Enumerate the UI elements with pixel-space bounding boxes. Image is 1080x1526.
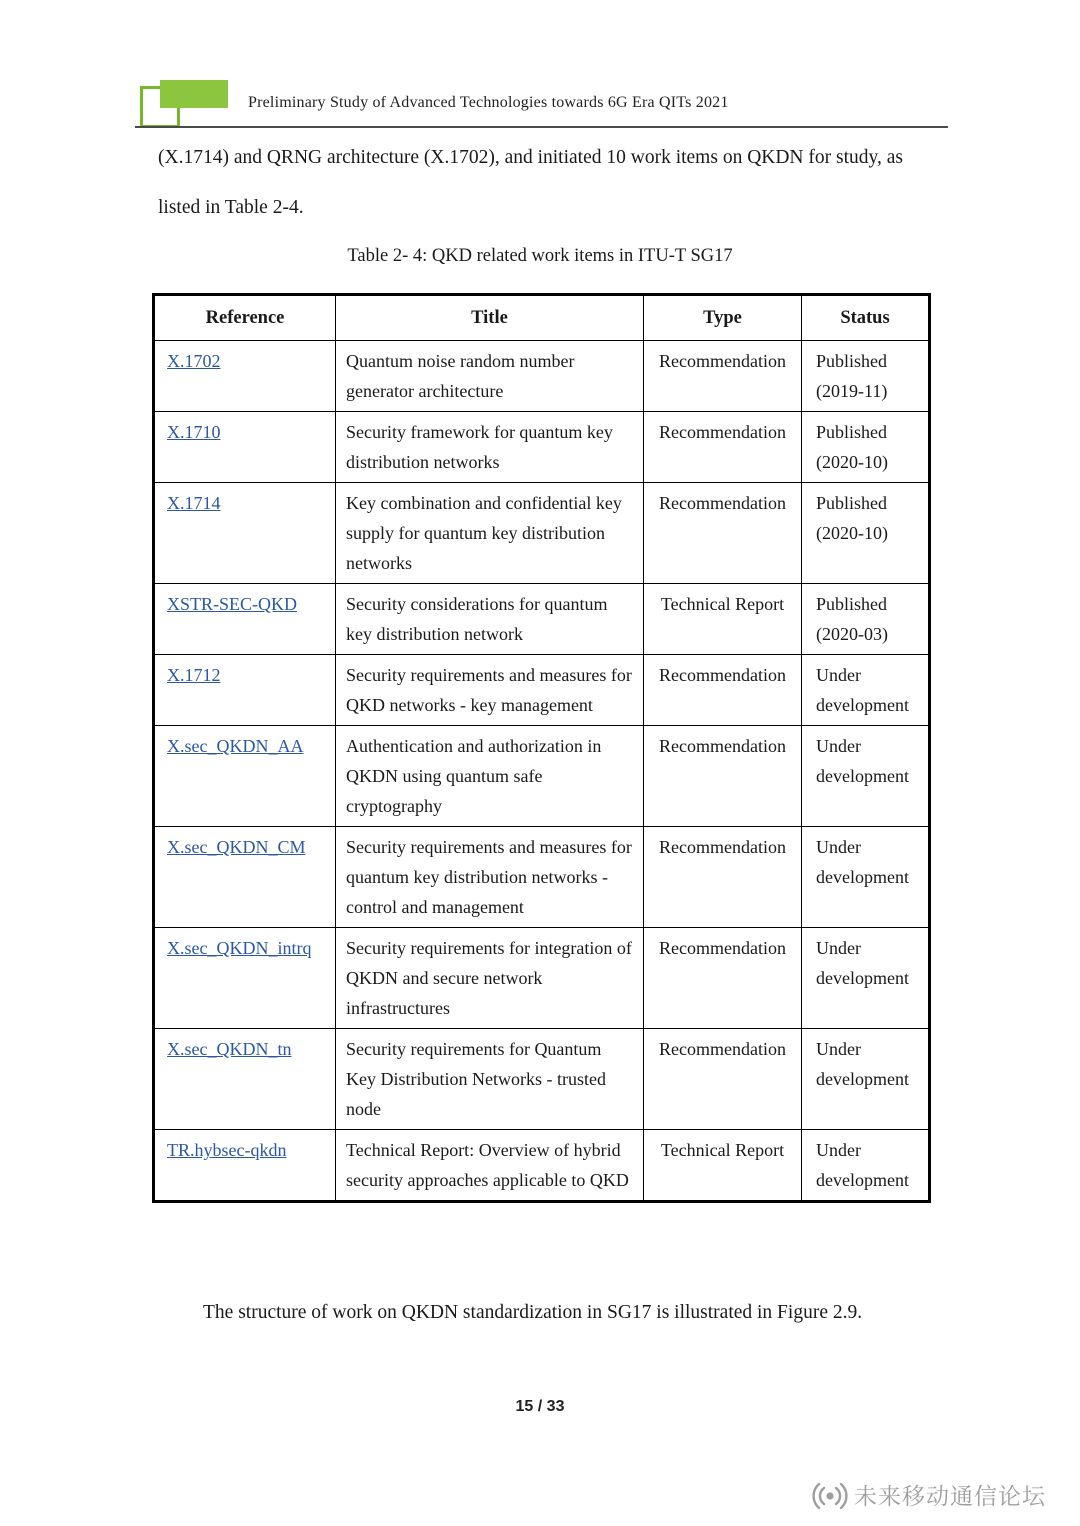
type-cell: Technical Report bbox=[644, 584, 802, 655]
forum-broadcast-icon bbox=[812, 1479, 848, 1511]
status-cell: Published (2020-10) bbox=[802, 412, 930, 483]
reference-cell bbox=[154, 1130, 336, 1202]
status-cell: Published (2020-10) bbox=[802, 483, 930, 584]
title-cell: Technical Report: Overview of hybrid security approaches applicable to QKD bbox=[336, 1130, 644, 1202]
reference-link[interactable]: X.1712 bbox=[167, 665, 221, 685]
reference-cell bbox=[154, 655, 336, 726]
table-caption: Table 2- 4: QKD related work items in ITU-T SG17 bbox=[347, 246, 733, 266]
status-cell: Under development bbox=[802, 1130, 930, 1202]
type-cell: Recommendation bbox=[644, 483, 802, 584]
reference-link[interactable]: X.sec_QKDN_AA bbox=[167, 736, 304, 756]
type-cell: Recommendation bbox=[644, 1029, 802, 1130]
status-cell: Published (2020-03) bbox=[802, 584, 930, 655]
title-cell: Security requirements and measures for quantum key distribution networks - control and management bbox=[336, 827, 644, 928]
page-number: 15 / 33 bbox=[515, 1398, 565, 1415]
status-cell: Published (2019-11) bbox=[802, 341, 930, 412]
type-cell: Recommendation bbox=[644, 412, 802, 483]
table-row bbox=[154, 1029, 930, 1130]
status-cell: Under development bbox=[802, 928, 930, 1029]
title-cell: Security requirements for Quantum Key Distribution Networks - trusted node bbox=[336, 1029, 644, 1130]
header-title: Preliminary Study of Advanced Technologies towards 6G Era QITs 2021 bbox=[248, 94, 729, 111]
type-cell: Recommendation bbox=[644, 341, 802, 412]
table-row bbox=[154, 483, 930, 584]
reference-cell bbox=[154, 1029, 336, 1130]
reference-cell bbox=[154, 726, 336, 827]
intro-line-2: listed in Table 2-4. bbox=[158, 197, 304, 218]
col-header-status: Status bbox=[802, 295, 930, 341]
reference-cell bbox=[154, 483, 336, 584]
reference-link[interactable]: X.sec_QKDN_tn bbox=[167, 1039, 292, 1059]
watermark bbox=[812, 1478, 1046, 1511]
reference-cell bbox=[154, 827, 336, 928]
table-row bbox=[154, 412, 930, 483]
status-cell: Under development bbox=[802, 655, 930, 726]
type-cell: Recommendation bbox=[644, 655, 802, 726]
table-row bbox=[154, 655, 930, 726]
reference-link[interactable]: TR.hybsec-qkdn bbox=[167, 1140, 287, 1160]
reference-link[interactable]: X.1714 bbox=[167, 493, 221, 513]
status-cell: Under development bbox=[802, 726, 930, 827]
closing-paragraph: The structure of work on QKDN standardization in SG17 is illustrated in Figure 2.9. bbox=[203, 1302, 863, 1323]
table-row bbox=[154, 584, 930, 655]
title-cell: Key combination and confidential key supply for quantum key distribution networks bbox=[336, 483, 644, 584]
status-cell: Under development bbox=[802, 1029, 930, 1130]
reference-cell bbox=[154, 928, 336, 1029]
reference-link[interactable]: X.sec_QKDN_intrq bbox=[167, 938, 312, 958]
table-row bbox=[154, 1130, 930, 1202]
work-items-table bbox=[152, 293, 931, 1203]
title-cell: Security requirements for integration of QKDN and secure network infrastructures bbox=[336, 928, 644, 1029]
logo-solid-rectangle bbox=[160, 80, 228, 108]
header-logo bbox=[140, 80, 230, 132]
col-header-title: Title bbox=[336, 295, 644, 341]
table-row bbox=[154, 827, 930, 928]
type-cell: Recommendation bbox=[644, 827, 802, 928]
header-rule bbox=[135, 126, 948, 128]
reference-link[interactable]: X.1702 bbox=[167, 351, 221, 371]
watermark-text: 未来移动通信论坛 bbox=[854, 1484, 1046, 1510]
table-row bbox=[154, 726, 930, 827]
reference-cell bbox=[154, 341, 336, 412]
table-body bbox=[154, 341, 930, 1202]
status-cell: Under development bbox=[802, 827, 930, 928]
title-cell: Security requirements and measures for QKD networks - key management bbox=[336, 655, 644, 726]
reference-link[interactable]: XSTR-SEC-QKD bbox=[167, 594, 298, 614]
table-row bbox=[154, 928, 930, 1029]
title-cell: Quantum noise random number generator architecture bbox=[336, 341, 644, 412]
type-cell: Recommendation bbox=[644, 928, 802, 1029]
col-header-type: Type bbox=[644, 295, 802, 341]
type-cell: Technical Report bbox=[644, 1130, 802, 1202]
intro-line-1: (X.1714) and QRNG architecture (X.1702), and initiated 10 work items on QKDN for study, as bbox=[158, 147, 903, 168]
title-cell: Authentication and authorization in QKDN using quantum safe cryptography bbox=[336, 726, 644, 827]
title-cell: Security framework for quantum key distribution networks bbox=[336, 412, 644, 483]
reference-cell bbox=[154, 584, 336, 655]
table-row bbox=[154, 341, 930, 412]
title-cell: Security considerations for quantum key distribution network bbox=[336, 584, 644, 655]
reference-link[interactable]: X.sec_QKDN_CM bbox=[167, 837, 306, 857]
col-header-reference: Reference bbox=[154, 295, 336, 341]
reference-cell bbox=[154, 412, 336, 483]
reference-link[interactable]: X.1710 bbox=[167, 422, 221, 442]
table-header-row bbox=[154, 295, 930, 341]
type-cell: Recommendation bbox=[644, 726, 802, 827]
